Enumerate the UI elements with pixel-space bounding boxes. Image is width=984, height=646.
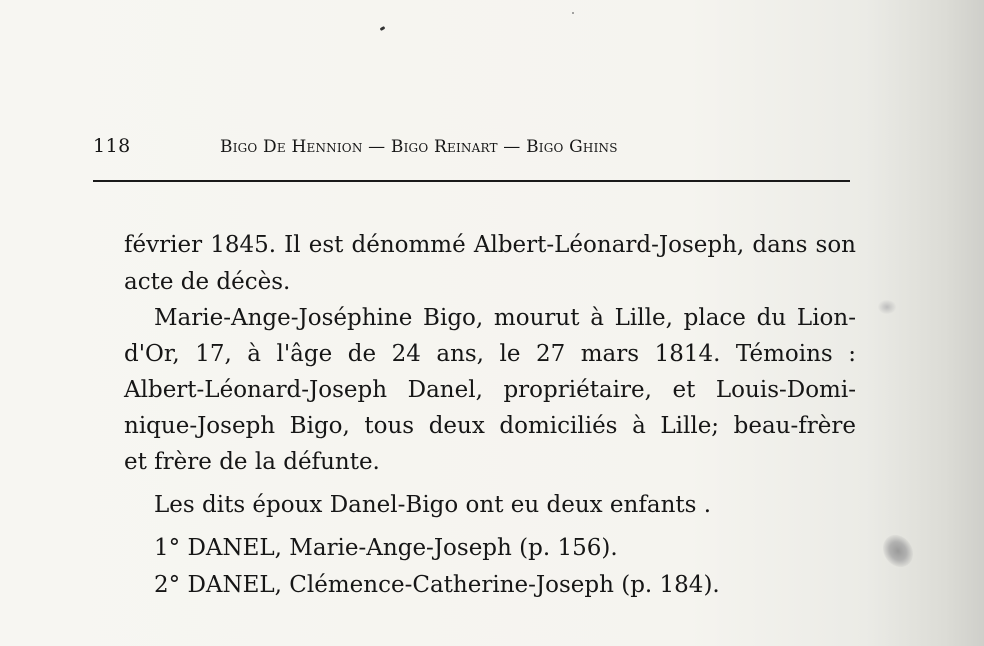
text-line: acte de décès. <box>124 269 291 295</box>
ink-speck <box>572 12 574 14</box>
text-line: et frère de la défunte. <box>124 449 380 475</box>
text-line: nique-Joseph Bigo, tous deux domiciliés à Lille; beau-frère <box>124 413 856 439</box>
text-line: d'Or, 17, à l'âge de 24 ans, le 27 mars 1814. Témoins : <box>124 341 856 367</box>
page-header <box>93 133 850 163</box>
ink-speck <box>380 26 386 31</box>
page-number: 118 <box>93 135 131 157</box>
running-head: Bigo De Hennion — Bigo Reinart — Bigo Ghins <box>220 137 618 157</box>
page-smudge <box>878 300 896 314</box>
paragraph-first-line: Les dits époux Danel-Bigo ont eu deux enfants . <box>154 492 712 518</box>
page-smudge <box>877 529 919 573</box>
list-item: 2° DANEL, Clémence-Catherine-Joseph (p. 184). <box>154 572 720 598</box>
list-item: 1° DANEL, Marie-Ange-Joseph (p. 156). <box>154 535 618 561</box>
paragraph-first-line: Marie-Ange-Joséphine Bigo, mourut à Lille, place du Lion- <box>154 305 856 331</box>
header-rule <box>93 180 850 182</box>
text-line: février 1845. Il est dénommé Albert-Léonard-Joseph, dans son <box>124 232 856 258</box>
text-line: Albert-Léonard-Joseph Danel, propriétaire, et Louis-Domi- <box>124 377 856 403</box>
